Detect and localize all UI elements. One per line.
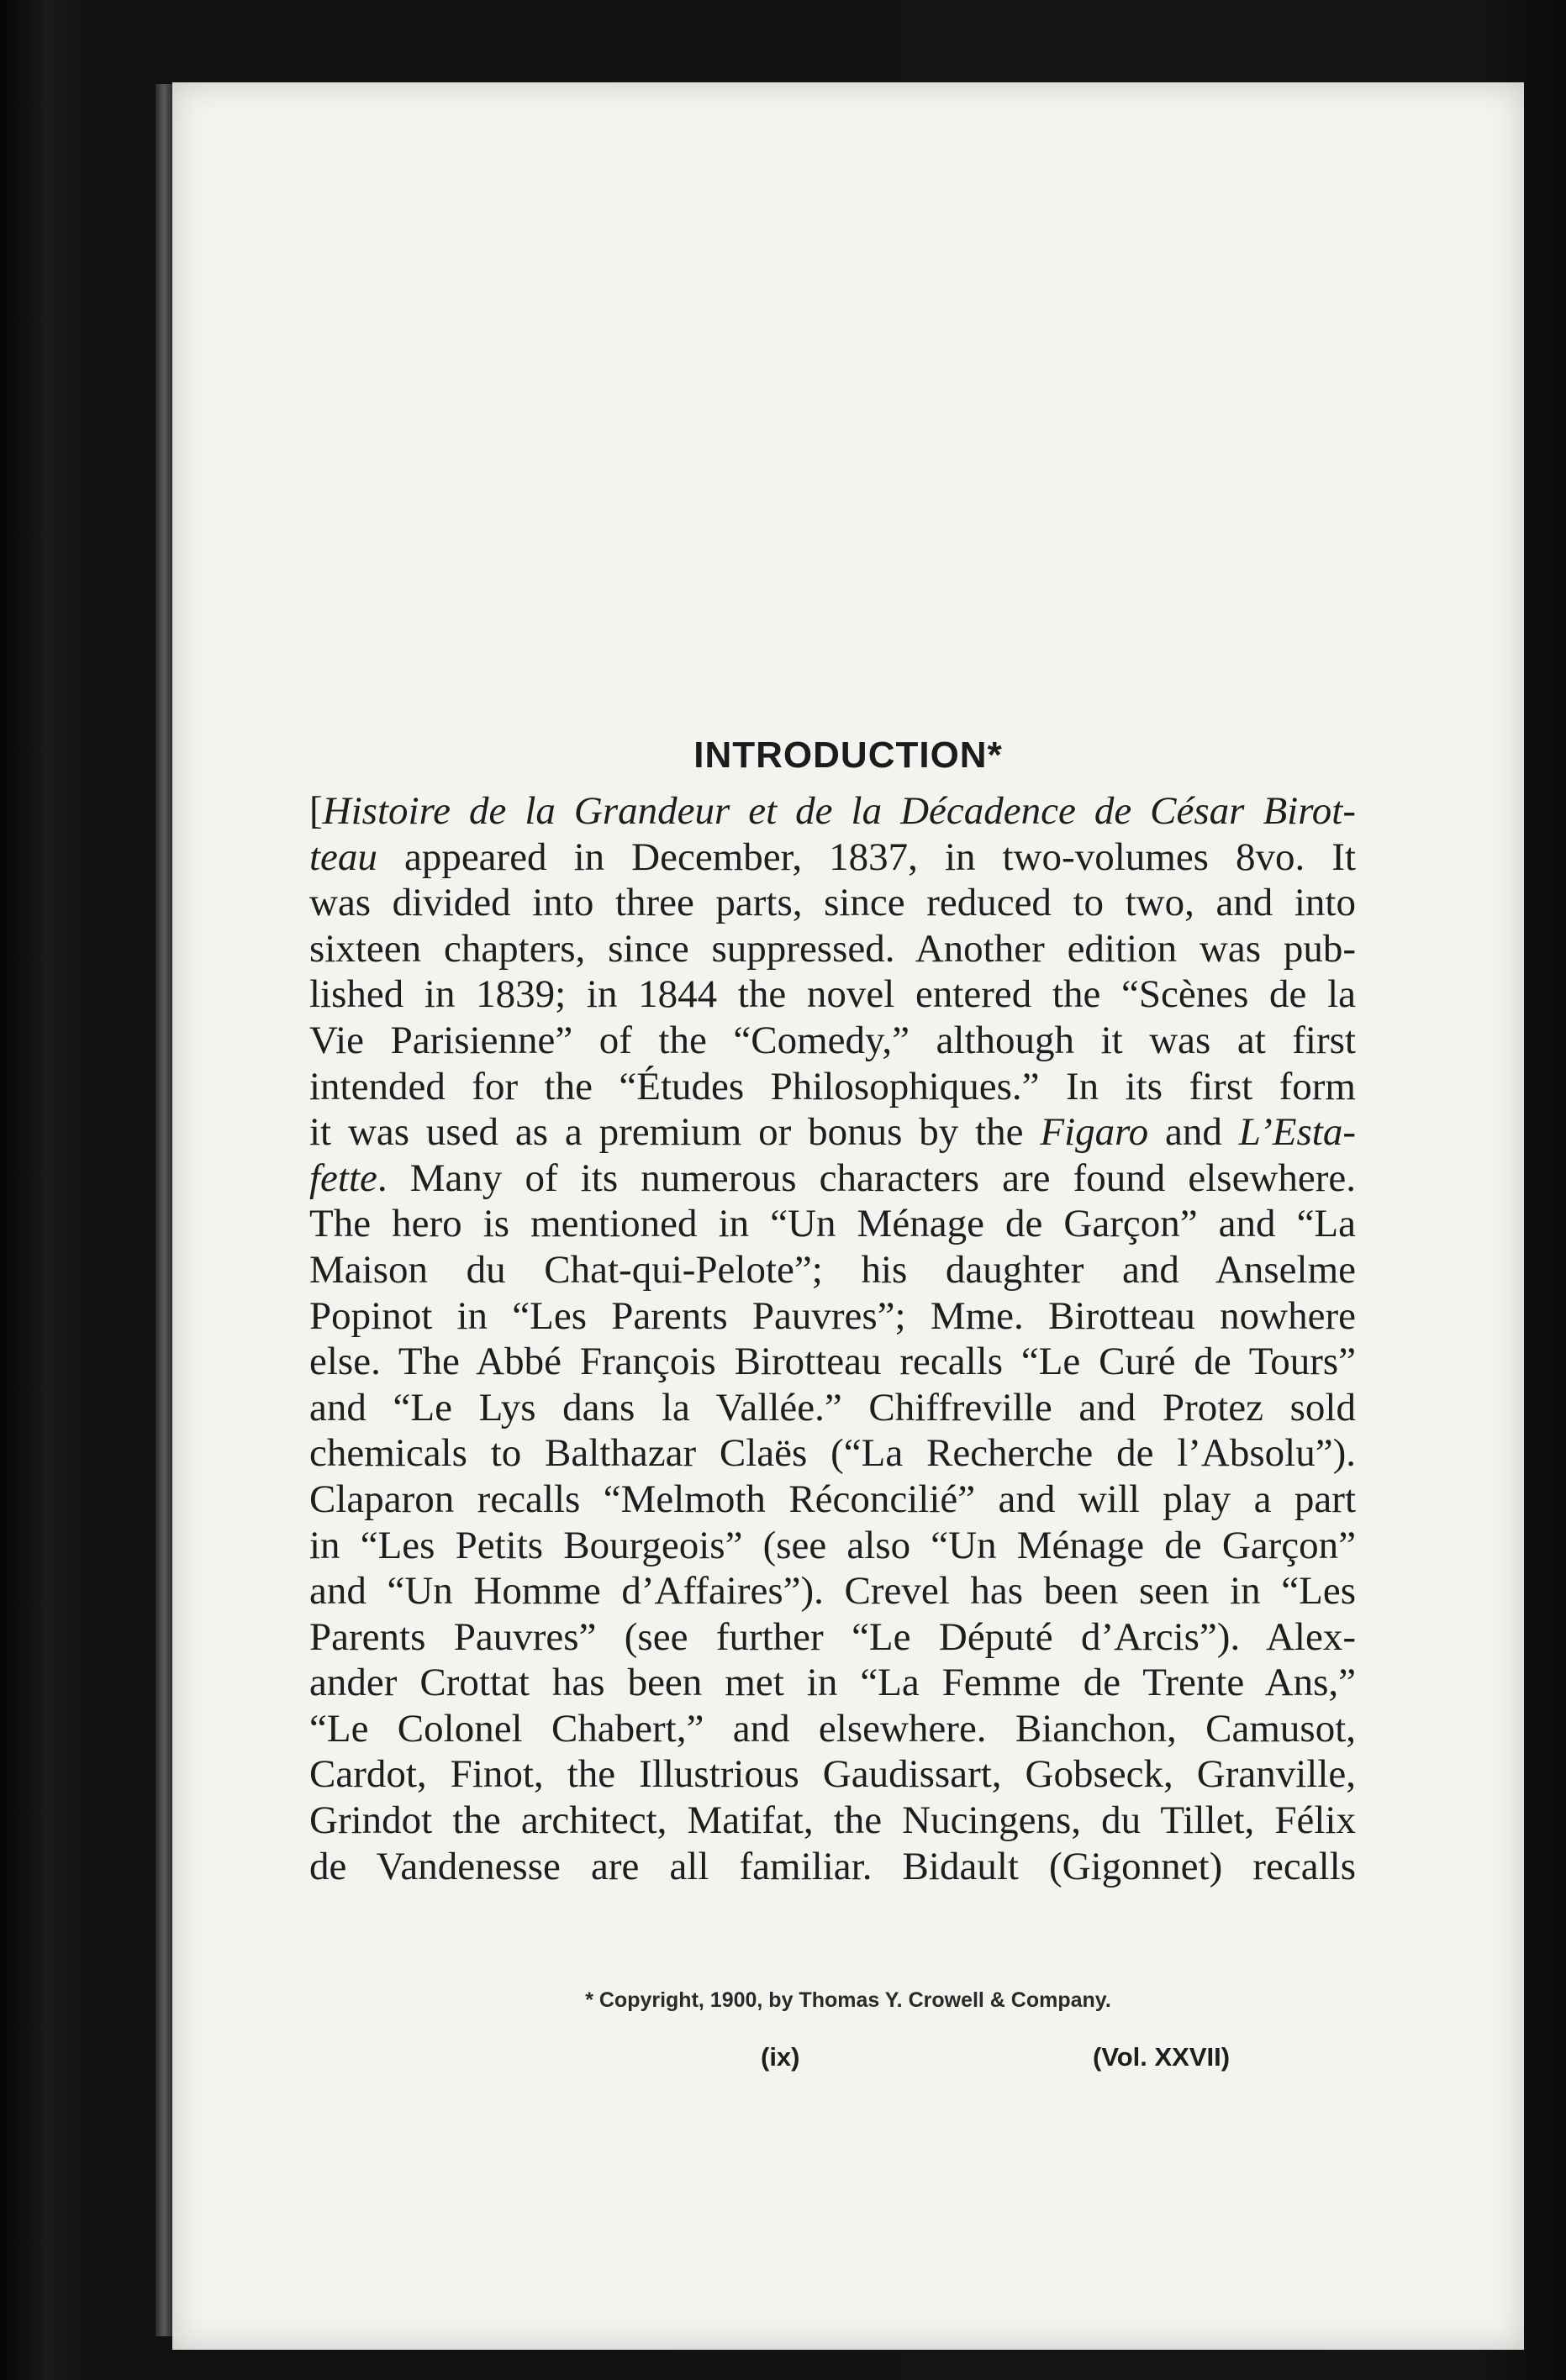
copyright-footnote: * Copyright, 1900, by Thomas Y. Crowell & Company. [585, 1988, 1111, 2012]
italic-title: teau [309, 835, 377, 879]
text-run: Claparon recalls “Melmoth Réconcilié” and will play a part [309, 1477, 1356, 1521]
book-page [172, 82, 1524, 2350]
text-line [309, 880, 1356, 926]
text-run: ander Crottat has been met in “La Femme de Trente Ans,” [309, 1661, 1356, 1705]
text-line [309, 1156, 1356, 1202]
text-run: it was used as a premium or bonus by the [309, 1110, 1041, 1155]
text-run: Grindot the architect, Matifat, the Nucingens, du Tillet, Félix [309, 1798, 1356, 1843]
text-run: sixteen chapters, since suppressed. Another edition was pub- [309, 926, 1356, 971]
text-run: lished in 1839; in 1844 the novel entered the “Scènes de la [309, 972, 1356, 1017]
text-line [309, 788, 1356, 835]
page-heading: INTRODUCTION* [693, 735, 1003, 776]
text-line [309, 1660, 1356, 1706]
text-run: and “Le Lys dans la Vallée.” Chiffreville and Protez sold [309, 1385, 1356, 1430]
text-run: and [1148, 1110, 1239, 1155]
text-run: [ [309, 789, 323, 833]
text-line [309, 1477, 1356, 1523]
body-text [309, 788, 1356, 1889]
text-line [309, 1064, 1356, 1110]
italic-title: L’Esta- [1238, 1110, 1356, 1155]
italic-title: Figaro [1040, 1110, 1149, 1155]
italic-title: fette [309, 1156, 377, 1200]
text-run: appeared in December, 1837, in two-volumes 8vo. It [377, 835, 1356, 879]
text-line [309, 1293, 1356, 1340]
volume-label: (Vol. XXVII) [1093, 2042, 1231, 2072]
text-line [309, 1523, 1356, 1569]
text-run: else. The Abbé François Birotteau recalls “Le Curé de Tours” [309, 1340, 1356, 1384]
text-line [309, 1751, 1356, 1798]
text-run: intended for the “Études Philosophiques.” In its first form [309, 1064, 1356, 1108]
text-run: chemicals to Balthazar Claës (“La Recherche de l’Absolu”). [309, 1431, 1356, 1476]
text-line [309, 1247, 1356, 1293]
text-line [309, 1706, 1356, 1752]
text-line [309, 1201, 1356, 1247]
italic-title: Histoire de la Grandeur et de la Décadence de César Birot- [322, 789, 1356, 833]
text-line [309, 1844, 1356, 1890]
text-line [309, 1385, 1356, 1431]
text-line [309, 1614, 1356, 1661]
text-run: “Le Colonel Chabert,” and elsewhere. Bianchon, Camusot, [309, 1706, 1356, 1751]
text-run: in “Les Petits Bourgeois” (see also “Un Ménage de Garçon” [309, 1523, 1356, 1567]
text-run: Cardot, Finot, the Illustrious Gaudissart, Gobseck, Granville, [309, 1752, 1356, 1797]
text-line [309, 926, 1356, 972]
text-line [309, 1339, 1356, 1385]
text-line [309, 1018, 1356, 1064]
text-run: . Many of its numerous characters are found elsewhere. [377, 1156, 1356, 1200]
page-edge-shadow [156, 84, 172, 2336]
text-run: Vie Parisienne” of the “Comedy,” although it was at first [309, 1018, 1356, 1062]
text-run: Popinot in “Les Parents Pauvres”; Mme. Birotteau nowhere [309, 1293, 1356, 1338]
text-line [309, 1798, 1356, 1844]
text-line [309, 971, 1356, 1018]
text-run: Maison du Chat-qui-Pelote”; his daughter and Anselme [309, 1247, 1356, 1292]
text-line [309, 1568, 1356, 1614]
text-run: and “Un Homme d’Affaires”). Crevel has been seen in “Les [309, 1569, 1356, 1614]
text-run: de Vandenesse are all familiar. Bidault (Gigonnet) recalls [309, 1844, 1356, 1888]
text-run: Parents Pauvres” (see further “Le Député d’Arcis”). Alex- [309, 1614, 1356, 1659]
text-line [309, 1109, 1356, 1156]
text-line [309, 1430, 1356, 1477]
text-run: was divided into three parts, since reduced to two, and into [309, 881, 1356, 925]
text-line [309, 835, 1356, 881]
text-run: The hero is mentioned in “Un Ménage de Garçon” and “La [309, 1202, 1356, 1246]
page-number: (ix) [761, 2042, 800, 2072]
